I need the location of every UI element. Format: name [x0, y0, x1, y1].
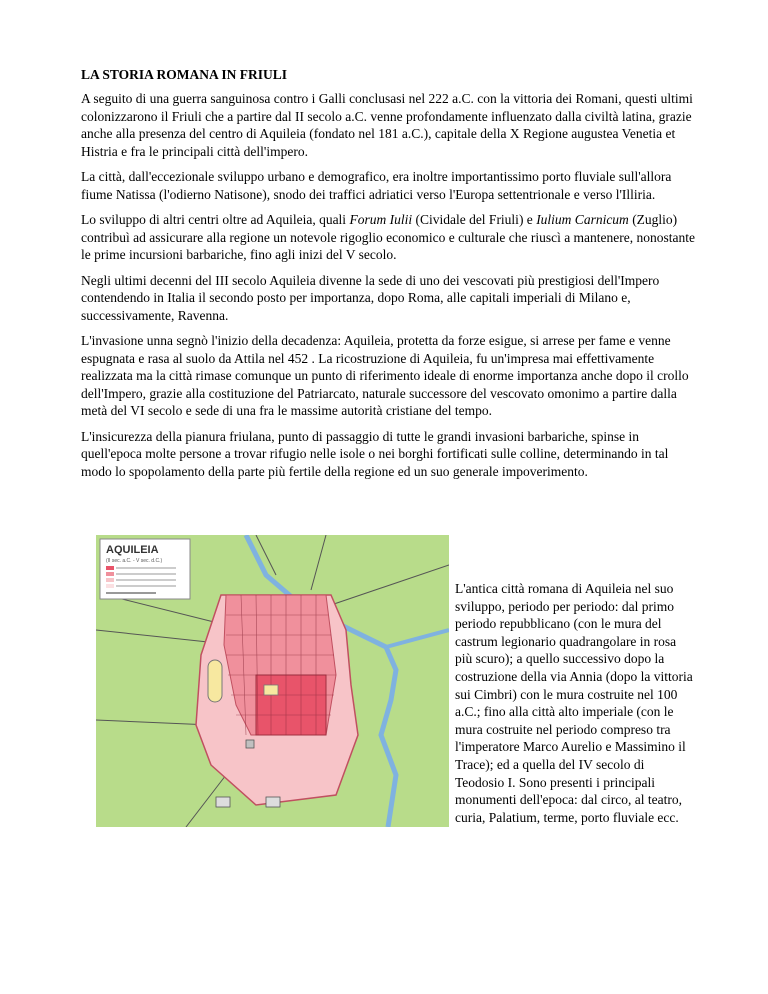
paragraph: [81, 211, 695, 264]
figure-caption: L'antica città romana di Aquileia nel suo sviluppo, periodo per periodo: dal primo periodo repubblicano (con le mura del castrum legionario quadrangolare in rosa più scuro); a quello successivo dopo la costruzione della via Annia (dopo la vittoria sui Cimbri) con le mura costruite nel 100 a.C.; fino alla città alto imperiale (con le mura costruite nel periodo compreso tra l'imperatore Marco Aurelio e Massimino il Trace); ed a quella del IV secolo di Teodosio I. Sono presenti i principali monumenti dell'epoca: dal circo, al teatro, curia, Palatium, terme, porto fluviale ecc.: [455, 581, 693, 825]
italic-term: Iulium Carnicum: [536, 212, 629, 227]
paragraph-text: A seguito di una guerra sanguinosa contro i Galli conclusasi nel 222 a.C. con la vittoria dei Romani, questi ultimi colonizzarono il Friuli che a partire dal II secolo a.C. venne profondamente influenzato dalla civiltà latina, grazie anche alla presenza del centro di Aquileia (fondato nel 181 a.C.), capitale della X Regione augustea Venetia et Histria e fra le principali città dell'impero.: [81, 91, 693, 159]
italic-term: Forum Iulii: [349, 212, 413, 227]
paragraph-text: (Zuglio) contribuì ad assicurare alla regione un notevole rigoglio economico e culturale che riuscì a mantenere, nonostante le prime incursioni barbariche, fino agli inizi del V secolo.: [81, 212, 696, 262]
figure-row: [96, 535, 696, 835]
castrum: [256, 675, 326, 735]
paragraph-text: L'invasione unna segnò l'inizio della decadenza: Aquileia, protetta da forze esigue, si arrese per fame e venne espugnata e rasa al suolo da Attila nel 452 . La ricostruzione di Aquileia, fu un'impresa mai effettivamente realizzata ma la città rimase comunque un punto di riferimento ideale di enorme importanza anche dopo il crollo dell'Impero, grazie alla costituzione del Patriarcato, naturale successore del vescovato omonimo a partire dalla metà del VI secolo e sede di una fra le massime autorità cristiane del tempo.: [81, 333, 689, 418]
map-subtitle: (II sec. a.C. - V sec. d.C.): [106, 558, 163, 564]
paragraph: [81, 428, 695, 481]
paragraph: [81, 90, 695, 160]
aquileia-map: [96, 535, 449, 827]
paragraph-text: (Cividale del Friuli) e: [412, 212, 537, 227]
paragraph-text: La città, dall'eccezionale sviluppo urbano e demografico, era inoltre importantissimo porto fluviale sull'allora fiume Natissa (l'odierno Natisone), snodo dei traffici adriatici verso l'Europa settentrionale e verso l'Illiria.: [81, 169, 672, 202]
document-page: [81, 66, 695, 488]
document-body: [81, 90, 695, 480]
paragraph-text: Lo sviluppo di altri centri oltre ad Aquileia, quali: [81, 212, 350, 227]
paragraph: [81, 272, 695, 325]
paragraph: [81, 168, 695, 203]
map-title: AQUILEIA: [106, 544, 159, 556]
paragraph-text: Negli ultimi decenni del III secolo Aquileia divenne la sede di uno dei vescovati più prestigiosi dell'Impero contendendo in Italia il secondo posto per importanza, dopo Roma, alle capitali imperiali di Milano e, successivamente, Ravenna.: [81, 272, 660, 323]
paragraph-text: L'insicurezza della pianura friulana, punto di passaggio di tutte le grandi invasioni barbariche, spinse in quell'epoca molte persone a trovar rifugio nelle isole o nei borghi fortificati sulle colline, determinando in tal modo lo spopolamento della parte più fertile della regione ed un suo generale impoverimento.: [81, 428, 669, 479]
circus: [208, 660, 222, 702]
document-title: LA STORIA ROMANA IN FRIULI: [81, 67, 288, 82]
paragraph: [81, 332, 695, 420]
